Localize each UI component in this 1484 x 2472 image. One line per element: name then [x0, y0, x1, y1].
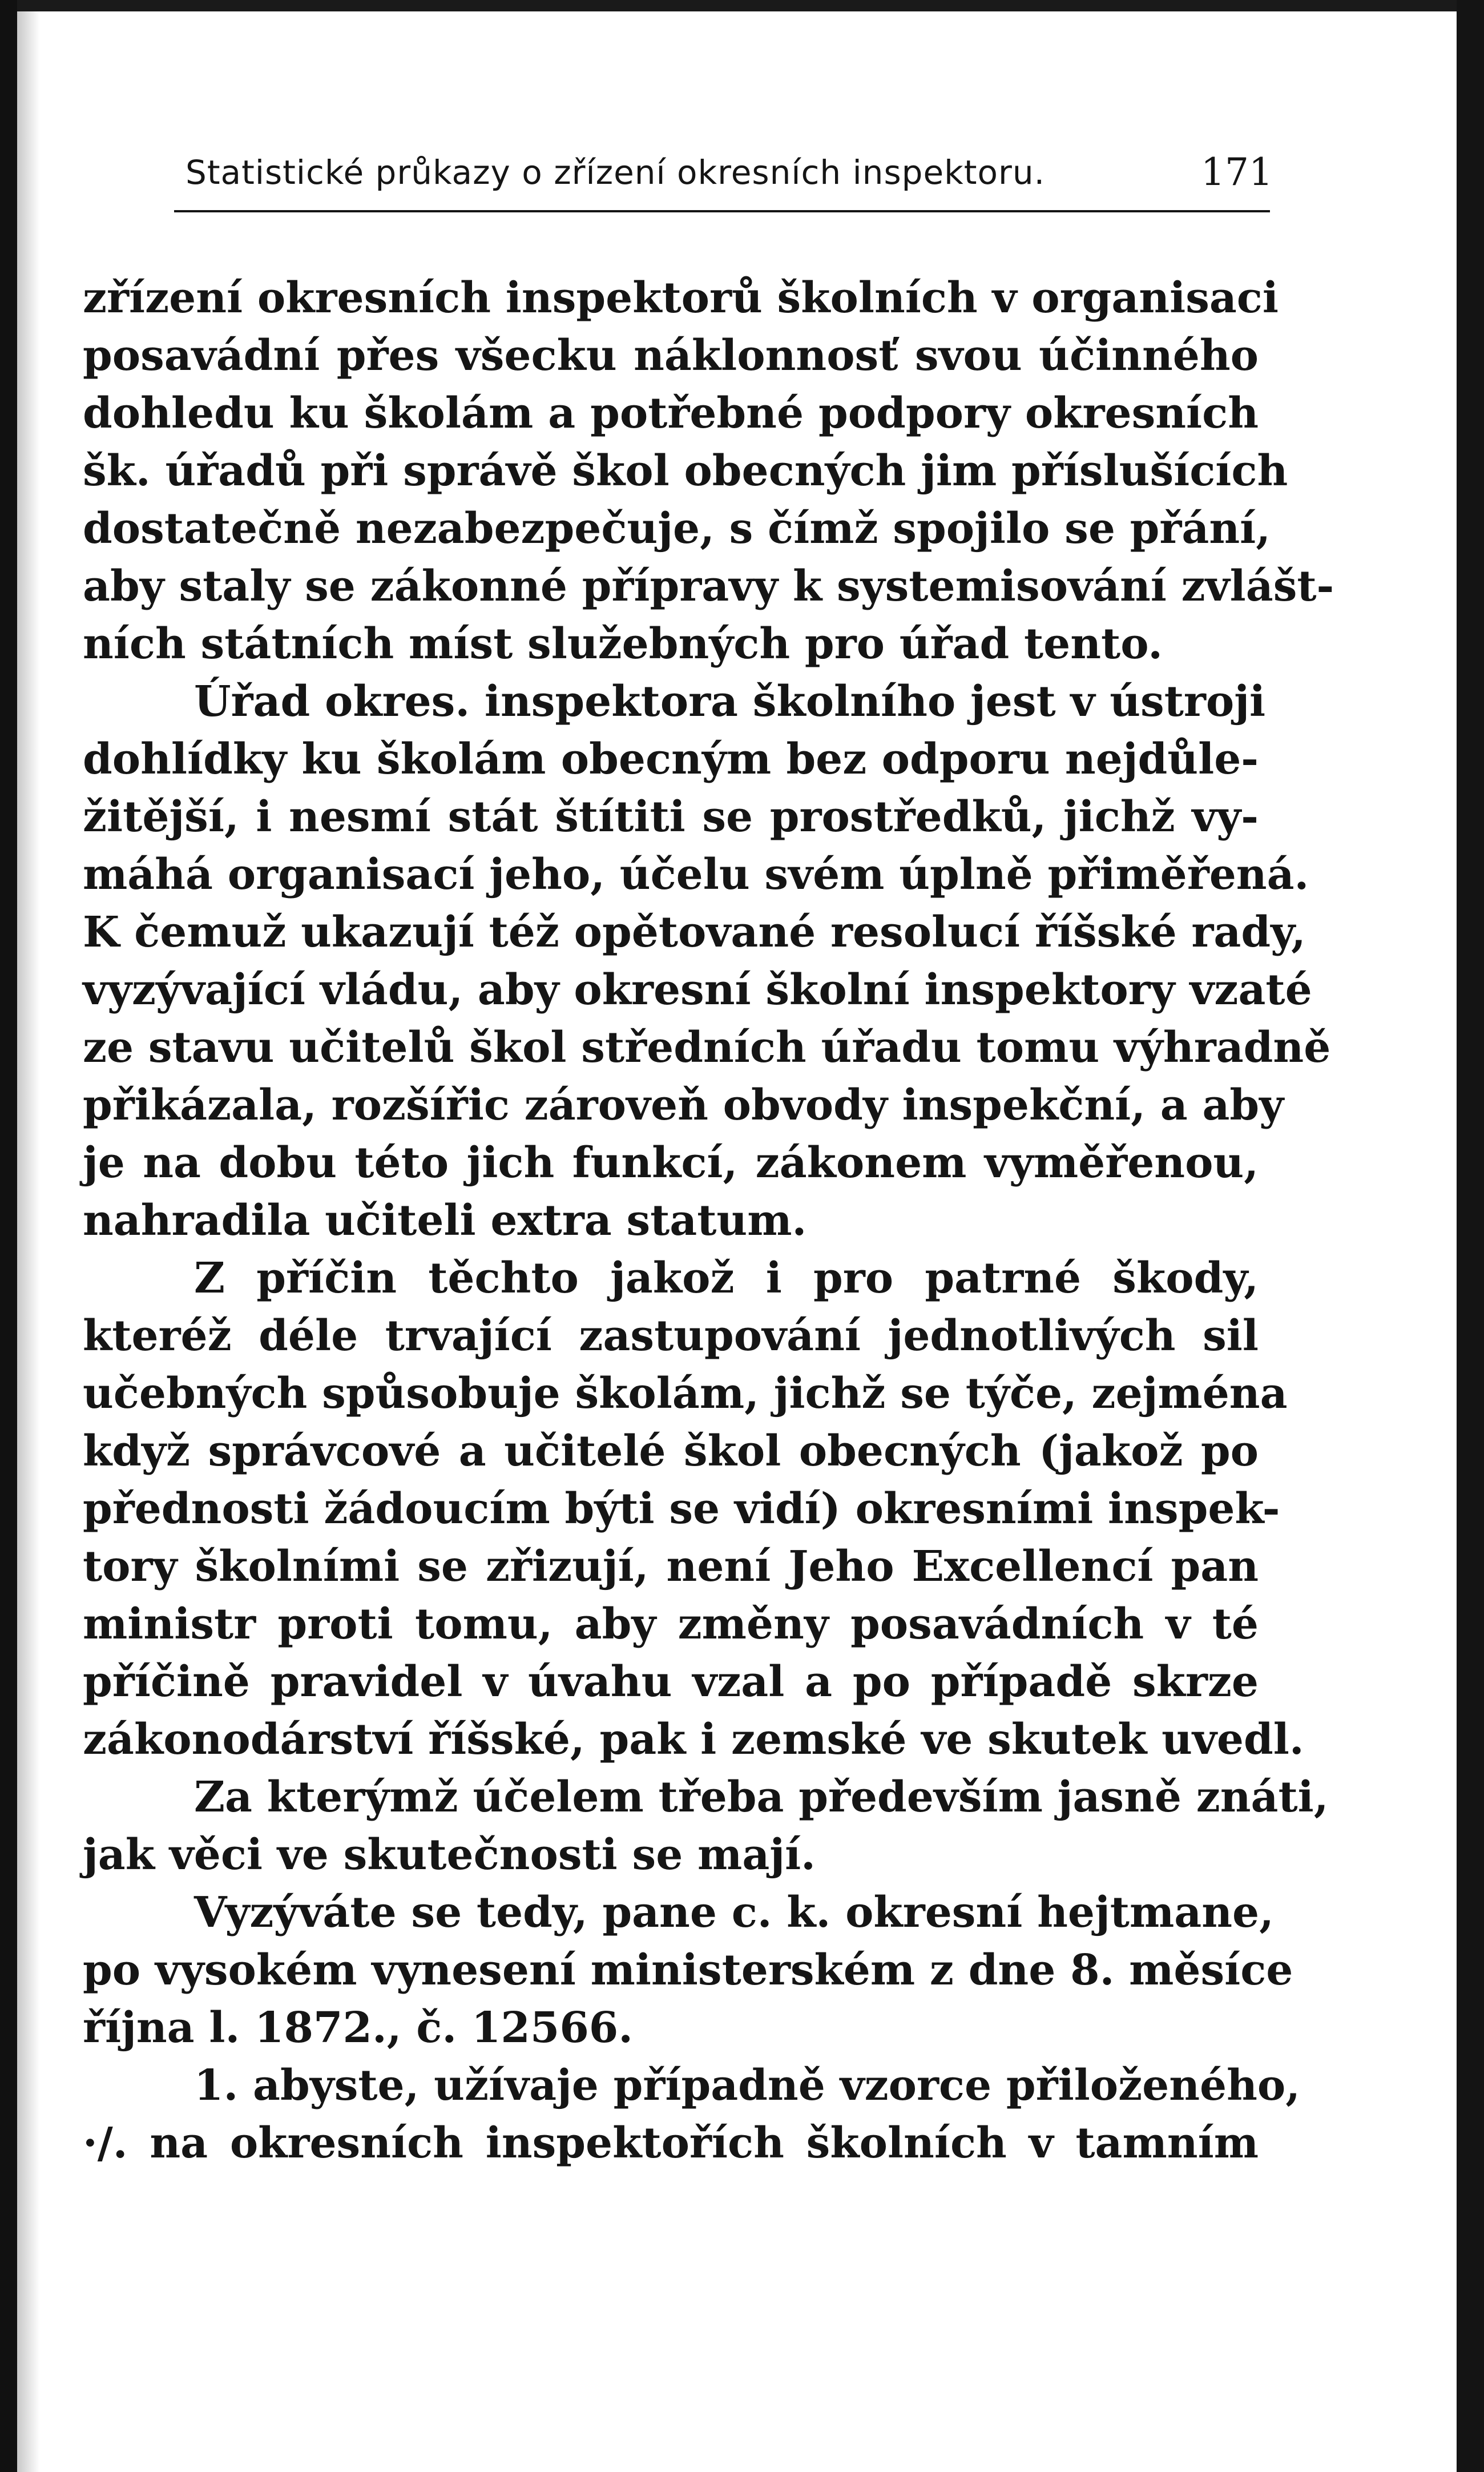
text-line: tory školními se zřizují, není Jeho Excellencí pan — [83, 1542, 1259, 1591]
text-line: po vysokém vynesení ministerském z dne 8. měsíce — [83, 1946, 1293, 1995]
scan-edge-top — [0, 0, 1484, 11]
text-line: příčině pravidel v úvahu vzal a po případě skrze — [83, 1657, 1259, 1706]
text-line: když správcové a učitelé škol obecných (jakož po — [83, 1427, 1259, 1476]
text-line: žitější, i nesmí stát štítiti se prostředků, jichž vy- — [83, 792, 1259, 842]
text-line: zákonodárství říšské, pak i zemské ve skutek uvedl. — [83, 1715, 1304, 1764]
page-number: 171 — [1201, 150, 1273, 194]
text-line: ministr proti tomu, aby změny posavádních v té — [83, 1600, 1259, 1649]
text-line: učebných spůsobuje školám, jichž se týče, zejména — [83, 1369, 1288, 1418]
paragraph-first-line: Za kterýmž účelem třeba především jasně znáti, — [194, 1773, 1329, 1822]
paragraph-first-line: 1. abyste, užívaje případně vzorce přiloženého, — [194, 2061, 1301, 2110]
text-line: dohlídky ku školám obecným bez odporu nejdůle- — [83, 735, 1259, 784]
text-line: aby staly se zákonné přípravy k systemisování zvlášt- — [83, 562, 1334, 611]
scan-edge-left — [0, 0, 17, 2472]
scan-edge-right — [1457, 0, 1484, 2472]
text-line: dohledu ku školám a potřebné podpory okresních — [83, 389, 1259, 438]
text-line: máhá organisací jeho, účelu svém úplně přiměřená. — [83, 850, 1309, 899]
text-line: října l. 1872., č. 12566. — [83, 2003, 634, 2052]
text-line: přikázala, rozšířic zároveň obvody inspekční, a aby — [83, 1081, 1284, 1130]
text-line: ze stavu učitelů škol středních úřadu tomu výhradně — [83, 1023, 1331, 1072]
text-line: nahradila učiteli extra statum. — [83, 1196, 807, 1245]
paragraph-first-line: Vyzýváte se tedy, pane c. k. okresní hejtmane, — [194, 1888, 1274, 1937]
paragraph-first-line: Úřad okres. inspektora školního jest v ústroji — [194, 677, 1266, 726]
binding-shadow — [17, 11, 40, 2472]
text-line: dostatečně nezabezpečuje, s čímž spojilo se přání, — [83, 504, 1271, 553]
text-line: přednosti žádoucím býti se vidí) okresními inspek- — [83, 1484, 1280, 1533]
text-line: ních státních míst služebných pro úřad tento. — [83, 619, 1163, 669]
text-line: posavádní přes všecku náklonnosť svou účinného — [83, 331, 1259, 380]
running-head — [186, 150, 1273, 195]
text-line: K čemuž ukazují též opětované resolucí říšské rady, — [83, 908, 1306, 957]
text-line: je na dobu této jich funkcí, zákonem vyměřenou, — [83, 1138, 1259, 1187]
running-title: Statistické průkazy o zřízení okresních inspektoru. — [186, 153, 1046, 192]
paragraph-first-line: Z příčin těchto jakož i pro patrné škody, — [194, 1254, 1259, 1303]
body-text — [83, 269, 1334, 2172]
text-line: jak věci ve skutečnosti se mají. — [83, 1830, 816, 1879]
text-line: ·/. na okresních inspektořích školních v tamním — [83, 2119, 1259, 2168]
text-line: kteréž déle trvající zastupování jednotlivých sil — [83, 1311, 1259, 1360]
text-line: šk. úřadů při správě škol obecných jim příslušících — [83, 446, 1288, 496]
text-line: zřízení okresních inspektorů školních v organisaci — [83, 273, 1279, 323]
header-rule — [174, 210, 1270, 212]
text-line: vyzývající vládu, aby okresní školní inspektory vzaté — [83, 965, 1312, 1014]
